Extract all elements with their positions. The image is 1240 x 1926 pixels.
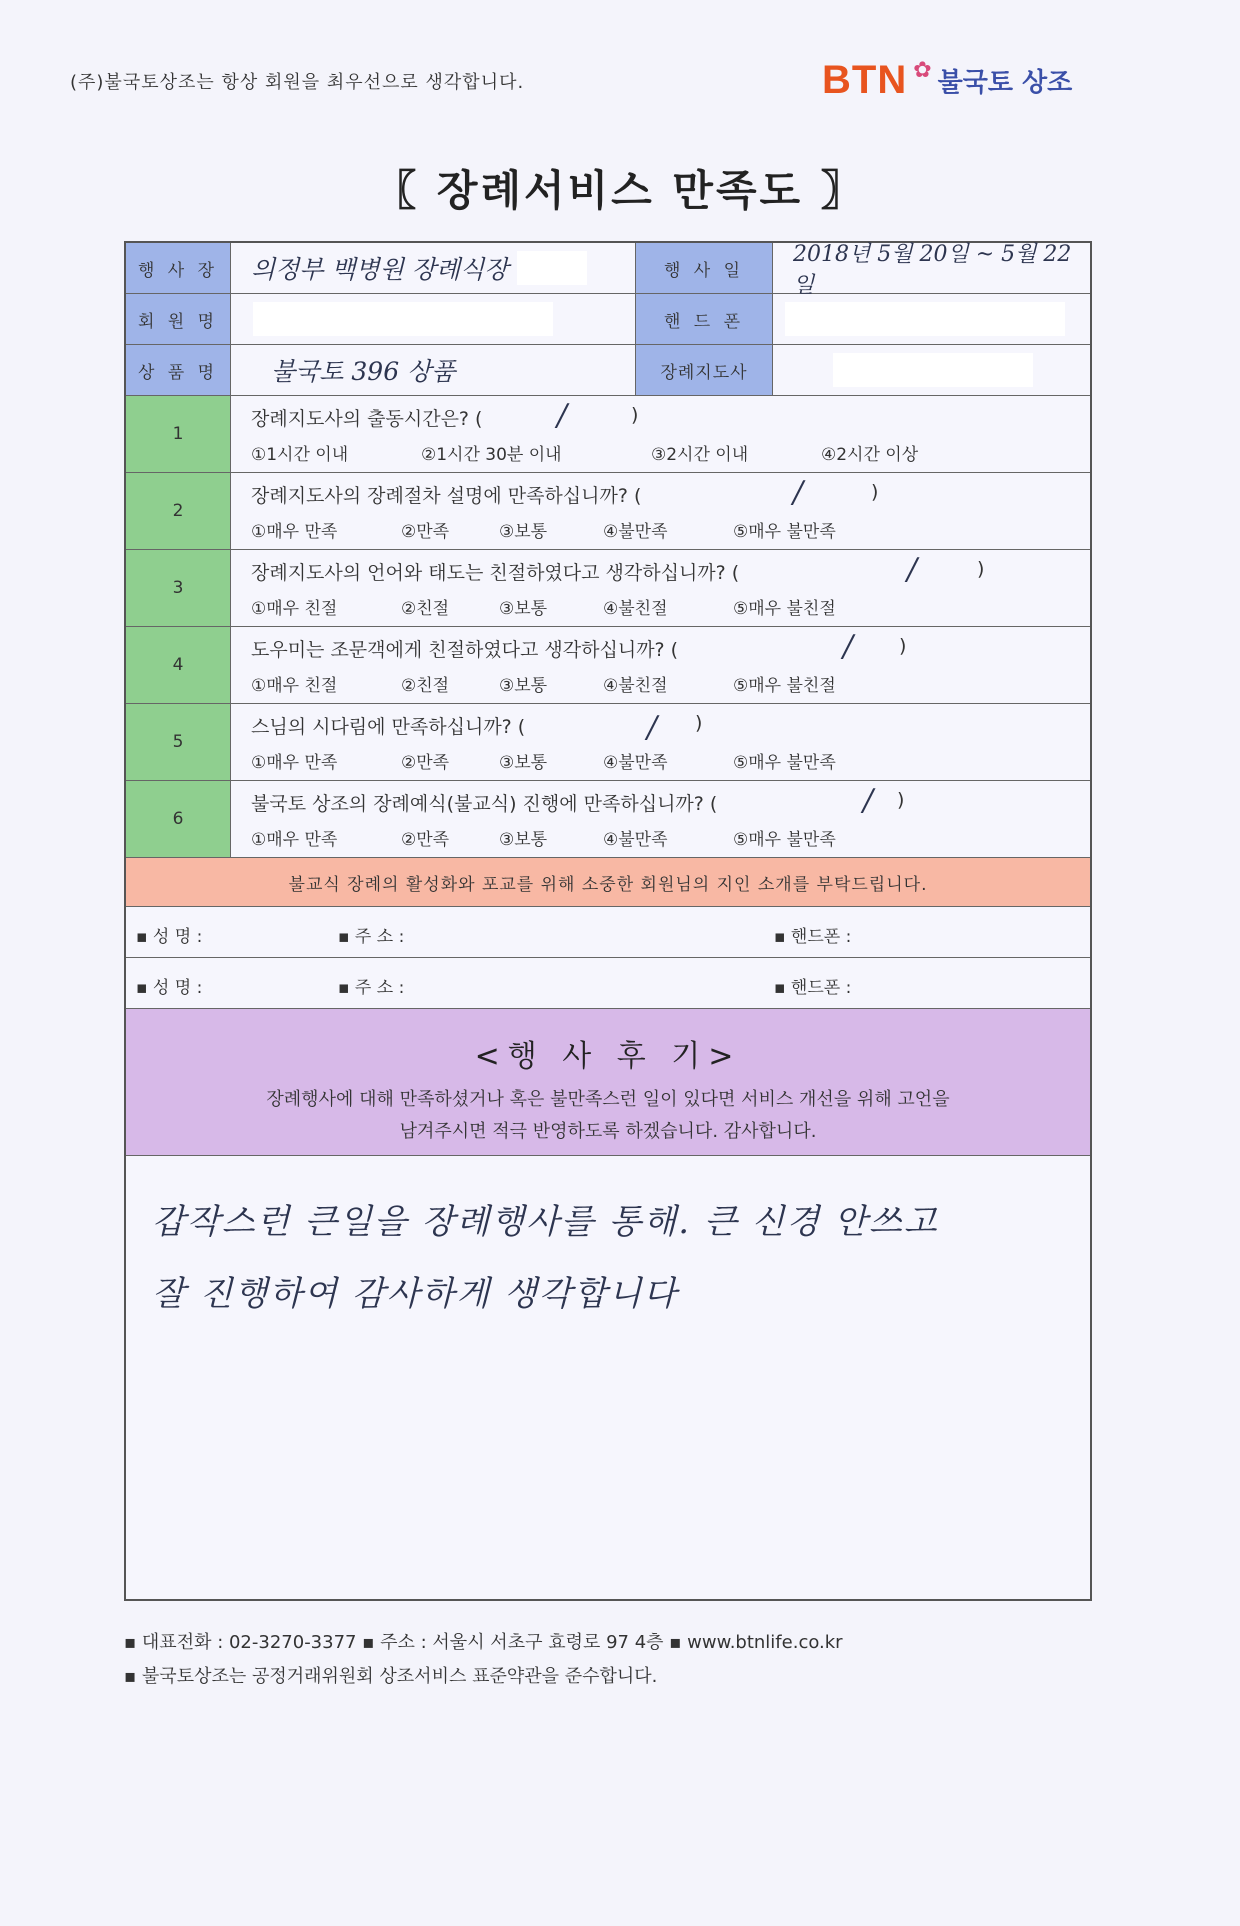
option-2[interactable]: ②친절 bbox=[401, 599, 450, 619]
redaction-box bbox=[833, 353, 1033, 387]
referral-name-label: ▪ 성 명 : bbox=[136, 927, 203, 947]
review-text-area[interactable] bbox=[126, 1156, 1090, 1926]
referral-row[interactable] bbox=[126, 907, 1090, 958]
option-1[interactable]: ①매우 만족 bbox=[251, 753, 338, 773]
option-5[interactable]: ⑤매우 불친절 bbox=[733, 676, 836, 696]
option-5[interactable]: ⑤매우 불만족 bbox=[733, 830, 836, 850]
question-text: 스님의 시다림에 만족하십니까? ( bbox=[251, 716, 526, 738]
review-instruction-line1: 장례행사에 대해 만족하셨거나 혹은 불만족스런 일이 있다면 서비스 개선을 위해 고언을 bbox=[266, 1089, 950, 1110]
header-tagline: (주)불국토상조는 항상 회원을 최우선으로 생각합니다. bbox=[70, 72, 525, 93]
option-3[interactable]: ③보통 bbox=[499, 599, 548, 619]
satisfaction-form bbox=[124, 241, 1092, 1601]
answer-mark[interactable]: / bbox=[843, 629, 854, 664]
question-row bbox=[126, 396, 1090, 473]
member-field[interactable] bbox=[231, 294, 635, 344]
option-4[interactable]: ④불만족 bbox=[603, 830, 668, 850]
footer-notice: ▪ 불국토상조는 공정거래위원회 상조서비스 표준약관을 준수합니다. bbox=[124, 1666, 658, 1687]
question-text: 도우미는 조문객에게 친절하였다고 생각하십니까? ( bbox=[251, 639, 679, 661]
redaction-box bbox=[517, 251, 587, 285]
answer-mark[interactable]: / bbox=[907, 552, 918, 587]
option-4[interactable]: ④불만족 bbox=[603, 753, 668, 773]
option-5[interactable]: ⑤매우 불만족 bbox=[733, 522, 836, 542]
question-number: 1 bbox=[126, 396, 231, 472]
logo-brand: BTN bbox=[822, 58, 908, 102]
question-text: 장례지도사의 출동시간은? ( bbox=[251, 408, 483, 430]
option-4[interactable]: ④불친절 bbox=[603, 676, 668, 696]
question-body bbox=[231, 396, 1090, 472]
referral-name-label: ▪ 성 명 : bbox=[136, 978, 203, 998]
review-title: <행 사 후 기> bbox=[474, 1039, 742, 1074]
document-title: 〖 장례서비스 만족도 〗 bbox=[374, 166, 866, 215]
review-handwritten-line2: 잘 진행하여 감사하게 생각합니다 bbox=[152, 1274, 679, 1314]
option-1[interactable]: ①매우 친절 bbox=[251, 676, 338, 696]
member-label: 회 원 명 bbox=[126, 294, 231, 344]
option-5[interactable]: ⑤매우 불친절 bbox=[733, 599, 836, 619]
question-close: ) bbox=[897, 789, 905, 811]
redaction-box bbox=[253, 302, 553, 336]
info-row-product bbox=[126, 345, 1090, 396]
question-body bbox=[231, 473, 1090, 549]
question-close: ) bbox=[631, 404, 639, 426]
question-number: 5 bbox=[126, 704, 231, 780]
venue-value: 의정부 백병원 장례식장 bbox=[251, 255, 509, 284]
option-2[interactable]: ②만족 bbox=[401, 830, 450, 850]
option-3[interactable]: ③2시간 이내 bbox=[651, 445, 749, 465]
logo-name: 불국토 상조 bbox=[937, 68, 1073, 98]
question-body bbox=[231, 781, 1090, 857]
option-4[interactable]: ④불만족 bbox=[603, 522, 668, 542]
director-field[interactable] bbox=[773, 345, 1090, 395]
question-body bbox=[231, 627, 1090, 703]
review-instruction-line2: 남겨주시면 적극 반영하도록 하겠습니다. 감사합니다. bbox=[399, 1121, 817, 1142]
question-row bbox=[126, 704, 1090, 781]
question-number: 2 bbox=[126, 473, 231, 549]
venue-label: 행 사 장 bbox=[126, 243, 231, 293]
question-number: 3 bbox=[126, 550, 231, 626]
option-3[interactable]: ③보통 bbox=[499, 830, 548, 850]
question-number: 4 bbox=[126, 627, 231, 703]
info-row-member bbox=[126, 294, 1090, 345]
question-text: 장례지도사의 장례절차 설명에 만족하십니까? ( bbox=[251, 485, 642, 507]
referral-row[interactable] bbox=[126, 958, 1090, 1009]
question-number: 6 bbox=[126, 781, 231, 857]
option-3[interactable]: ③보통 bbox=[499, 753, 548, 773]
option-3[interactable]: ③보통 bbox=[499, 676, 548, 696]
referral-phone-label: ▪ 핸드폰 : bbox=[774, 978, 852, 998]
info-row-venue bbox=[126, 242, 1090, 298]
product-field[interactable] bbox=[231, 345, 635, 395]
date-field[interactable] bbox=[773, 242, 1090, 298]
question-body bbox=[231, 704, 1090, 780]
option-2[interactable]: ②만족 bbox=[401, 522, 450, 542]
option-5[interactable]: ⑤매우 불만족 bbox=[733, 753, 836, 773]
option-1[interactable]: ①매우 친절 bbox=[251, 599, 338, 619]
product-value: 불국토 396 상품 bbox=[271, 357, 456, 386]
lotus-icon: ✿ bbox=[913, 58, 932, 83]
referral-address-label: ▪ 주 소 : bbox=[338, 927, 405, 947]
product-label: 상 품 명 bbox=[126, 345, 231, 395]
option-1[interactable]: ①매우 만족 bbox=[251, 830, 338, 850]
review-handwritten-line1: 갑작스런 큰일을 장례행사를 통해. 큰 신경 안쓰고 bbox=[152, 1202, 939, 1242]
question-text: 불국토 상조의 장례예식(불교식) 진행에 만족하십니까? ( bbox=[251, 793, 718, 815]
venue-field[interactable] bbox=[231, 243, 635, 293]
question-row bbox=[126, 627, 1090, 704]
date-value: 2018년 5월 20일 ~ 5월 22일 bbox=[793, 242, 1072, 298]
referral-phone-label: ▪ 핸드폰 : bbox=[774, 927, 852, 947]
referral-address-label: ▪ 주 소 : bbox=[338, 978, 405, 998]
question-row bbox=[126, 473, 1090, 550]
footer-contact: ▪ 대표전화 : 02-3270-3377 ▪ 주소 : 서울시 서초구 효령로 97 4층 ▪ www.btnlife.co.kr bbox=[124, 1632, 843, 1653]
option-4[interactable]: ④불친절 bbox=[603, 599, 668, 619]
date-label: 행 사 일 bbox=[635, 243, 773, 293]
option-1[interactable]: ①1시간 이내 bbox=[251, 445, 349, 465]
question-close: ) bbox=[695, 712, 703, 734]
phone-label: 핸 드 폰 bbox=[635, 294, 773, 344]
referral-banner: 불교식 장례의 활성화와 포교를 위해 소중한 회원님의 지인 소개를 부탁드립니다. bbox=[126, 858, 1090, 907]
answer-mark[interactable]: / bbox=[793, 475, 804, 510]
answer-mark[interactable]: / bbox=[557, 398, 568, 433]
question-close: ) bbox=[899, 635, 907, 657]
question-close: ) bbox=[977, 558, 985, 580]
option-1[interactable]: ①매우 만족 bbox=[251, 522, 338, 542]
question-row bbox=[126, 781, 1090, 858]
option-2[interactable]: ②만족 bbox=[401, 753, 450, 773]
option-2[interactable]: ②친절 bbox=[401, 676, 450, 696]
redaction-box bbox=[785, 302, 1065, 336]
phone-field[interactable] bbox=[773, 294, 1090, 344]
question-text: 장례지도사의 언어와 태도는 친절하였다고 생각하십니까? ( bbox=[251, 562, 740, 584]
company-logo bbox=[822, 58, 1072, 103]
answer-mark[interactable]: / bbox=[863, 783, 874, 818]
question-body bbox=[231, 550, 1090, 626]
review-header bbox=[126, 1009, 1090, 1156]
question-close: ) bbox=[871, 481, 879, 503]
option-4[interactable]: ④2시간 이상 bbox=[821, 445, 919, 465]
director-label: 장례지도사 bbox=[635, 345, 773, 395]
question-row bbox=[126, 550, 1090, 627]
option-2[interactable]: ②1시간 30분 이내 bbox=[421, 445, 562, 465]
option-3[interactable]: ③보통 bbox=[499, 522, 548, 542]
answer-mark[interactable]: / bbox=[647, 710, 658, 745]
